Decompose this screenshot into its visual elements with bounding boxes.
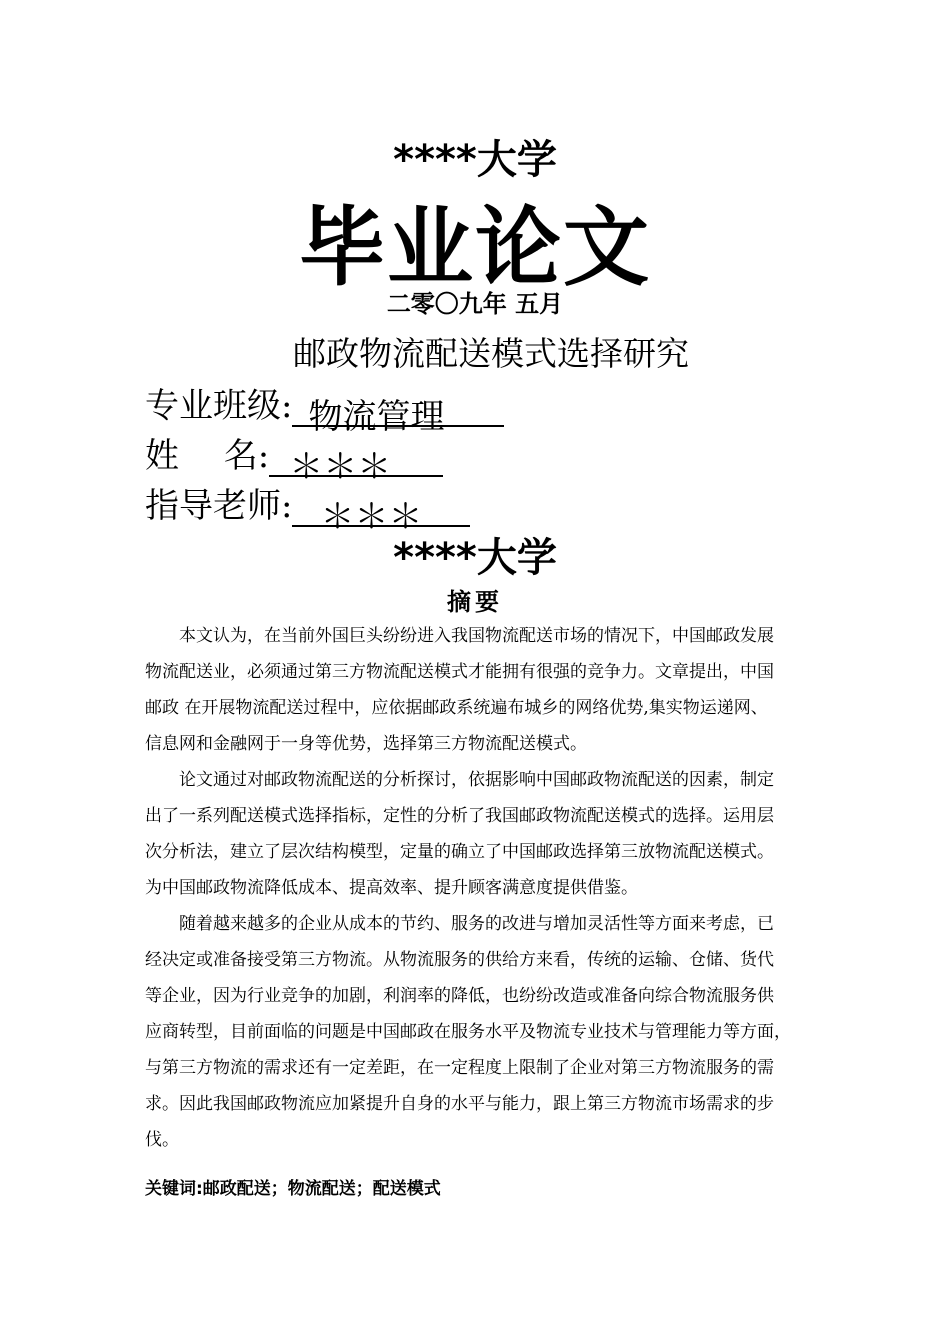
abstract-paragraph	[145, 906, 857, 1158]
paragraph-line: 出了一系列配送模式选择指标，定性的分析了我国邮政物流配送模式的选择。运用层	[145, 806, 774, 826]
paragraph-line: 物流配送业，必须通过第三方物流配送模式才能拥有很强的竞争力。文章提出，中国	[145, 662, 774, 682]
major-label: 专业班级:	[145, 386, 293, 426]
paragraph-line: 与第三方物流的需求还有一定差距，在一定程度上限制了企业对第三方物流服务的需	[145, 1058, 774, 1078]
major-field	[145, 378, 504, 437]
advisor-label: 指导老师:	[145, 486, 293, 526]
major-value: 物流管理	[292, 389, 504, 427]
abstract-paragraph	[145, 762, 857, 906]
paragraph-line: 论文通过对邮政物流配送的分析探讨，依据影响中国邮政物流配送的因素，制定	[145, 770, 774, 790]
paragraph-line: 伐。	[145, 1130, 179, 1150]
paragraph-line: 本文认为，在当前外国巨头纷纷进入我国物流配送市场的情况下，中国邮政发展	[145, 626, 774, 646]
paragraph-line: 应商转型，目前面临的问题是中国邮政在服务水平及物流专业技术与管理能力等方面，	[145, 1022, 791, 1042]
advisor-value: ＊＊＊	[292, 489, 470, 527]
paragraph-line: 信息网和金融网于一身等优势，选择第三方物流配送模式。	[145, 734, 587, 754]
name-label: 姓 名:	[145, 436, 270, 476]
name-value: ＊＊＊	[269, 439, 443, 477]
submission-date: 二零〇九年 五月	[386, 290, 564, 318]
abstract-title: 摘要	[447, 588, 503, 616]
name-field	[145, 428, 443, 487]
paragraph-line: 次分析法，建立了层次结构模型，定量的确立了中国邮政选择第三放物流配送模式。	[145, 842, 774, 862]
paragraph-line: 等企业，因为行业竞争的加剧，利润率的降低，也纷纷改造或准备向综合物流服务供	[145, 986, 774, 1006]
paragraph-line: 经决定或准备接受第三方物流。从物流服务的供给方来看，传统的运输、仓储、货代	[145, 950, 774, 970]
document-type-title: 毕业论文	[299, 198, 651, 298]
paragraph-line: 邮政 在开展物流配送过程中，应依据邮政系统遍布城乡的网络优势,集实物运递网、	[145, 698, 768, 718]
abstract-paragraph	[145, 618, 857, 762]
paragraph-line: 为中国邮政物流降低成本、提高效率、提升顾客满意度提供借鉴。	[145, 878, 638, 898]
advisor-field	[145, 478, 470, 537]
thesis-title: 邮政物流配送模式选择研究	[293, 334, 689, 373]
paragraph-line: 求。因此我国邮政物流应加紧提升自身的水平与能力，跟上第三方物流市场需求的步	[145, 1094, 774, 1114]
paragraph-line: 随着越来越多的企业从成本的节约、服务的改进与增加灵活性等方面来考虑，已	[145, 914, 774, 934]
university-name: ****大学	[393, 137, 557, 183]
keywords: 关键词:邮政配送；物流配送；配送模式	[145, 1179, 441, 1199]
university-name-bottom: ****大学	[393, 535, 557, 581]
